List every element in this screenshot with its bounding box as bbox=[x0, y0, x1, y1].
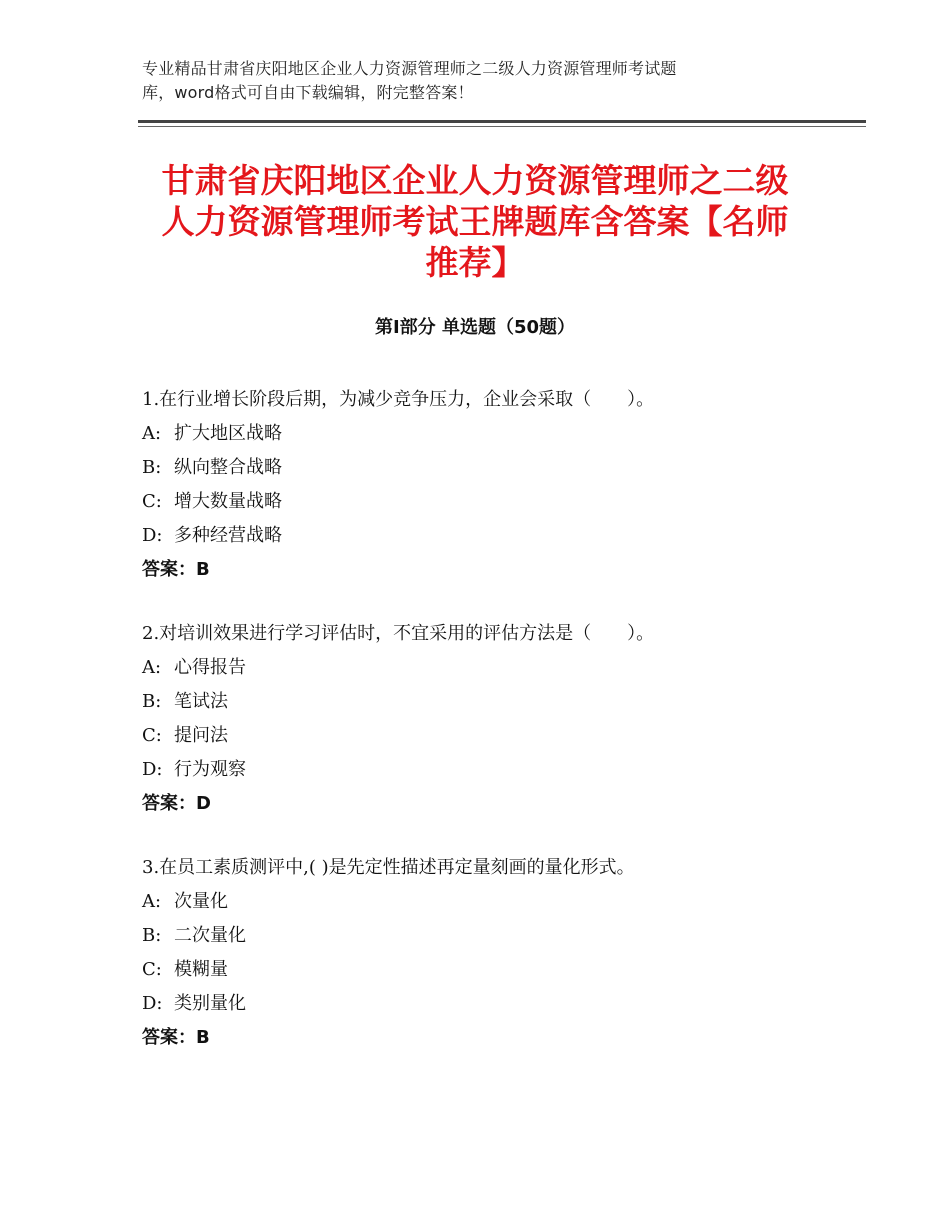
option-text: 行为观察 bbox=[174, 759, 246, 780]
option-letter: D: bbox=[142, 759, 163, 780]
option-letter: C: bbox=[142, 491, 162, 512]
option-text: 增大数量战略 bbox=[174, 491, 282, 512]
title-line: 甘肃省庆阳地区企业人力资源管理师之二级 bbox=[161, 161, 789, 200]
question-stem: 1.在行业增长阶段后期，为减少竞争压力，企业会采取（ ）。 bbox=[142, 389, 655, 410]
option-b bbox=[142, 685, 882, 719]
option-letter: A: bbox=[142, 423, 162, 444]
option-letter: B: bbox=[142, 457, 162, 478]
option-text: 心得报告 bbox=[174, 657, 246, 678]
option-d bbox=[142, 987, 882, 1021]
header-note-line: 库，word格式可自由下载编辑，附完整答案！ bbox=[142, 83, 474, 102]
title-line: 人力资源管理师考试王牌题库含答案【名师 bbox=[161, 202, 789, 241]
option-b bbox=[142, 919, 882, 953]
option-text: 多种经营战略 bbox=[174, 525, 282, 546]
option-text: 纵向整合战略 bbox=[174, 457, 282, 478]
document-title bbox=[130, 160, 820, 283]
header-note-line: 专业精品甘肃省庆阳地区企业人力资源管理师之二级人力资源管理师考试题 bbox=[142, 59, 677, 78]
option-text: 模糊量 bbox=[174, 959, 228, 980]
question-stem: 2.对培训效果进行学习评估时，不宜采用的评估方法是（ ）。 bbox=[142, 623, 655, 644]
option-text: 次量化 bbox=[174, 891, 228, 912]
option-a bbox=[142, 885, 882, 919]
answer-line: 答案：B bbox=[142, 1027, 210, 1048]
option-text: 提问法 bbox=[174, 725, 228, 746]
option-letter: B: bbox=[142, 925, 162, 946]
answer-line: 答案：B bbox=[142, 559, 210, 580]
option-a bbox=[142, 417, 882, 451]
option-text: 类别量化 bbox=[174, 993, 246, 1014]
option-letter: A: bbox=[142, 891, 162, 912]
option-c bbox=[142, 953, 882, 987]
header-note bbox=[142, 57, 782, 105]
question-item bbox=[142, 383, 882, 587]
option-b bbox=[142, 451, 882, 485]
question-item bbox=[142, 851, 882, 1055]
option-text: 笔试法 bbox=[174, 691, 228, 712]
option-letter: D: bbox=[142, 525, 163, 546]
option-letter: C: bbox=[142, 959, 162, 980]
option-d bbox=[142, 519, 882, 553]
option-letter: B: bbox=[142, 691, 162, 712]
option-letter: A: bbox=[142, 657, 162, 678]
option-letter: D: bbox=[142, 993, 163, 1014]
option-text: 二次量化 bbox=[174, 925, 246, 946]
option-c bbox=[142, 719, 882, 753]
option-a bbox=[142, 651, 882, 685]
question-stem: 3.在员工素质测评中,( )是先定性描述再定量刻画的量化形式。 bbox=[142, 857, 635, 878]
question-list bbox=[142, 383, 882, 1085]
section-heading: 第Ⅰ部分 单选题（50题） bbox=[374, 317, 575, 338]
question-item bbox=[142, 617, 882, 821]
option-d bbox=[142, 753, 882, 787]
title-line: 推荐】 bbox=[425, 243, 525, 282]
option-letter: C: bbox=[142, 725, 162, 746]
header-divider-thick bbox=[138, 120, 866, 123]
header-divider-thin bbox=[138, 126, 866, 127]
option-text: 扩大地区战略 bbox=[174, 423, 282, 444]
answer-line: 答案：D bbox=[142, 793, 211, 814]
option-c bbox=[142, 485, 882, 519]
